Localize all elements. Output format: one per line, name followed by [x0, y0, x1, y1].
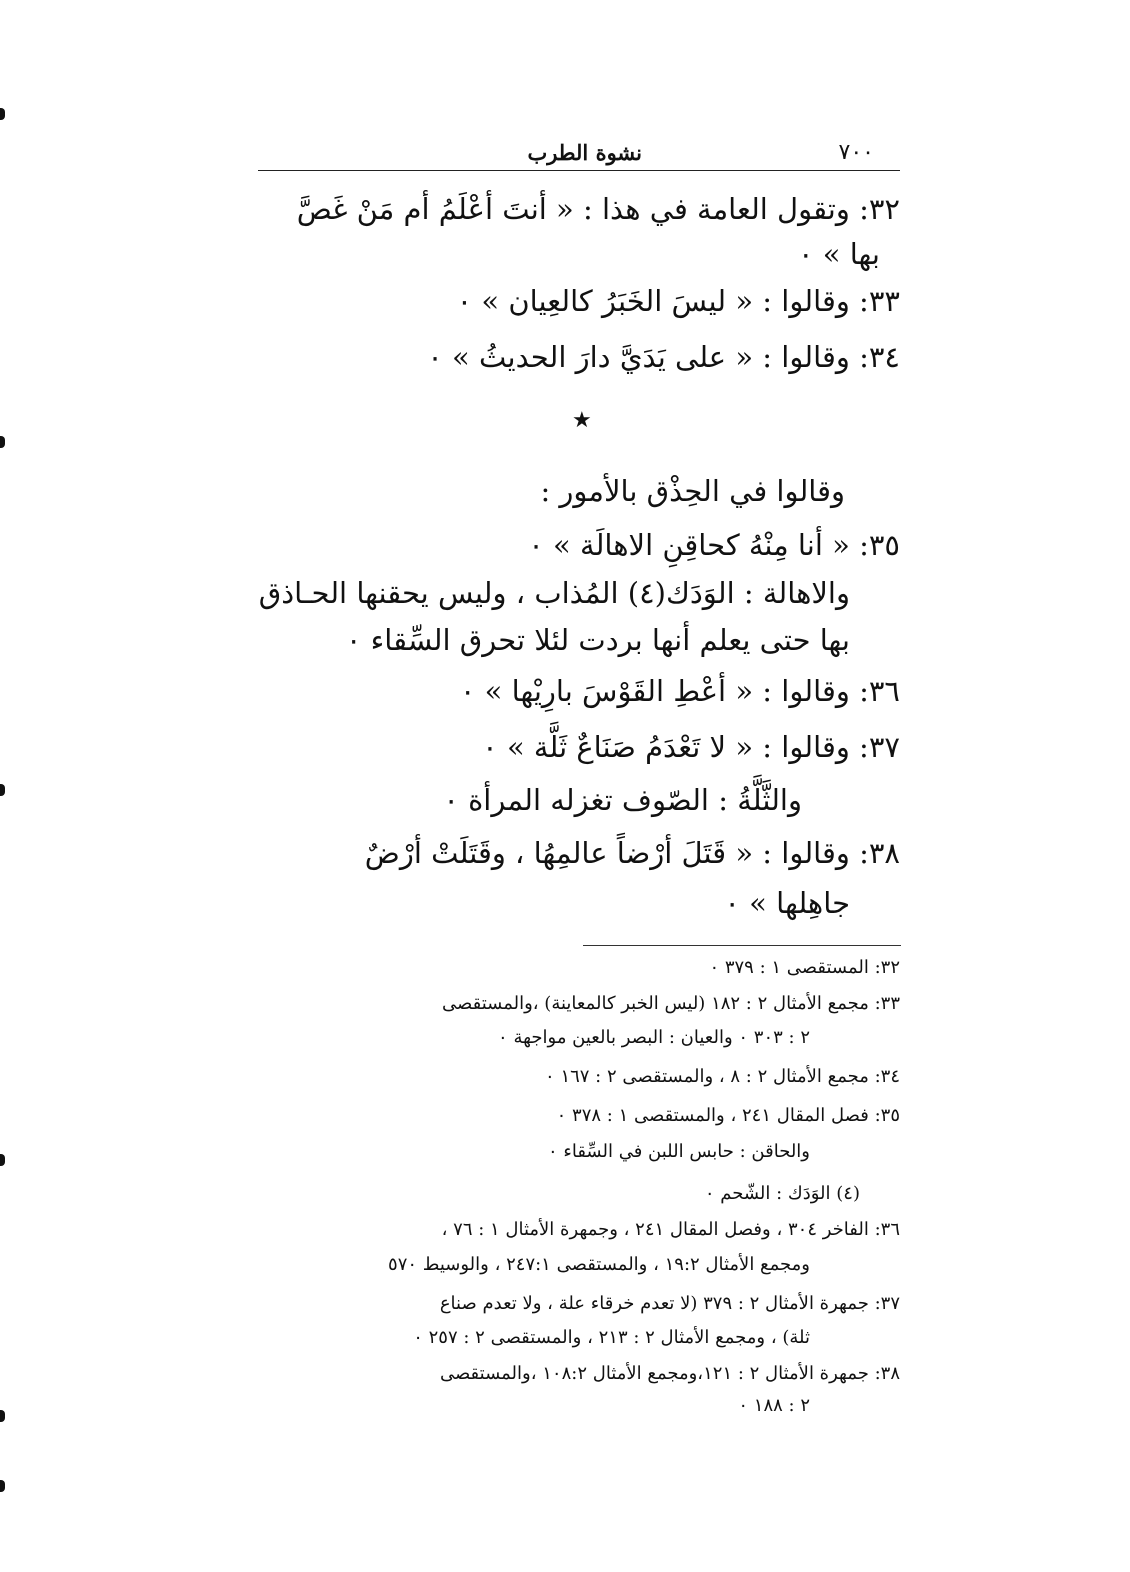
body-line: بها حتى يعلم أنها بردت لئلا تحرق السِّقاء ٠ [345, 623, 850, 657]
body-line: والاهالة : الوَدَك(٤) المُذاب ، وليس يحقنها الحـاذق [258, 576, 850, 610]
footnote-line: ٣٢: المستقصى ١ : ٣٧٩ ٠ [709, 957, 900, 978]
footnote-line: (٤) الوَدَك : الشّحم ٠ [704, 1183, 860, 1204]
body-line: جاهِلها » ٠ [724, 886, 850, 920]
body-line: بها » ٠ [797, 237, 880, 271]
scan-edge-mark [0, 436, 5, 448]
footnote-line: ٣٥: فصل المقال ٢٤١ ، والمستقصى ١ : ٣٧٨ ٠ [556, 1105, 900, 1126]
body-line: ٣٤: وقالوا : « على يَدَيَّ دارَ الحديثُ » ٠ [427, 340, 900, 374]
footnote-line: ومجمع الأمثال ١٩:٢ ، والمستقصى ٢٤٧:١ ، والوسيط ٥٧٠ [388, 1254, 810, 1275]
body-line: ٣٦: وقالوا : « أعْطِ القَوْسَ بارِيْها » ٠ [459, 674, 900, 708]
footnote-line: ٢ : ١٨٨ ٠ [738, 1395, 810, 1416]
footnote-line: ٣٤: مجمع الأمثال ٢ : ٨ ، والمستقصى ٢ : ١٦٧ ٠ [545, 1066, 900, 1087]
running-header [258, 136, 900, 171]
body-line: ٣٣: وقالوا : « ليسَ الخَبَرُ كالعِيان » ٠ [456, 284, 900, 318]
footnote-line: ٣٧: جمهرة الأمثال ٢ : ٣٧٩ (لا تعدم خرقاء علة ، ولا تعدم صناع [439, 1293, 900, 1314]
section-star: ★ [572, 408, 592, 433]
scan-edge-mark [0, 108, 5, 120]
page-number: ٧٠٠ [838, 140, 874, 165]
footnote-line: والحاقن : حابس اللبن في السِّقاء ٠ [547, 1141, 810, 1162]
footnote-line: ٢ : ٣٠٣ ٠ والعيان : البصر بالعين مواجهة ٠ [498, 1027, 810, 1048]
footnote-line: ٣٦: الفاخر ٣٠٤ ، وفصل المقال ٢٤١ ، وجمهرة الأمثال ١ : ٧٦ ، [441, 1219, 900, 1240]
body-line: وقالوا في الحِذْق بالأمور : [540, 474, 845, 508]
footnote-line: ٣٨: جمهرة الأمثال ٢ : ١٢١،ومجمع الأمثال ١٠٨:٢ ،والمستقصى [439, 1363, 900, 1384]
body-line: ٣٨: وقالوا : « قَتَلَ أرْضاً عالمِهُا ، وقَتَلَتْ أرْضٌ [364, 836, 900, 870]
footnote-rule [583, 945, 901, 946]
scan-edge-mark [0, 1154, 5, 1166]
body-line: والثَّلَّةُ : الصّوف تغزله المرأة ٠ [443, 783, 802, 817]
body-line: ٣٢: وتقول العامة في هذا : « أنتَ أعْلَمُ أم مَنْ غَصَّ [296, 192, 900, 226]
scan-edge-mark [0, 784, 5, 796]
scan-edge-mark [0, 1480, 5, 1492]
body-line: ٣٧: وقالوا : « لا تَعْدَمُ صَنَاعٌ ثَلَّة » ٠ [482, 730, 900, 764]
book-title: نشوة الطرب [527, 140, 642, 165]
footnote-line: ٣٣: مجمع الأمثال ٢ : ١٨٢ (ليس الخبر كالمعاينة) ،والمستقصى [441, 993, 900, 1014]
scan-edge-mark [0, 1410, 5, 1422]
body-line: ٣٥: « أنا مِنْهُ كحاقِنِ الاهالَة » ٠ [528, 528, 900, 562]
footnote-line: ثلة) ، ومجمع الأمثال ٢ : ٢١٣ ، والمستقصى ٢ : ٢٥٧ ٠ [413, 1327, 810, 1348]
